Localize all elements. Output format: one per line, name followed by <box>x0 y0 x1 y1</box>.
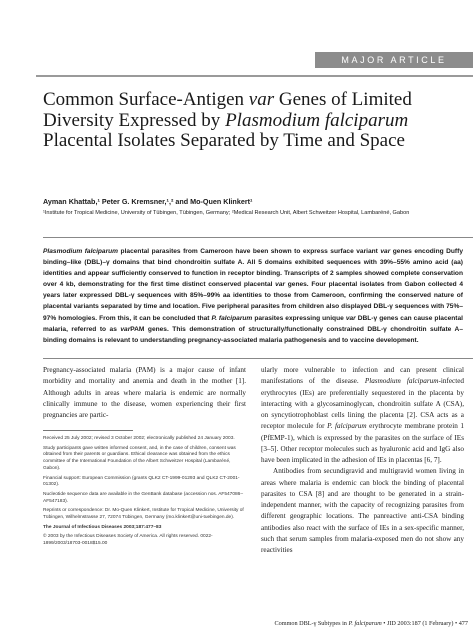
abstract-top-rule <box>43 237 473 238</box>
article-title: Common Surface-Antigen var Genes of Limited Diversity Expressed by Plasmodium falciparum Placental Isolates Separated by Time and Space <box>43 89 412 151</box>
footnote-rule <box>43 430 133 431</box>
author-affiliations: ¹Institute for Tropical Medicine, University of Tübingen, Tübingen, Germany; ²Medical Research Unit, Albert Schweitzer Hospital, Lambaréné, Gabon <box>43 210 410 216</box>
footnote-correspondence: Reprints or correspondence: Dr. Mo-Quen Klinkert, Institute for Tropical Medicine, University of Tübingen, Wilhelmstrasse 27, 72074 Tübingen, Germany (mo.klinkert@uni-tuebingen.de). <box>43 508 244 521</box>
article-type-badge: MAJOR ARTICLE <box>315 52 473 68</box>
abstract-bottom-rule <box>43 358 473 359</box>
copyright-notice: © 2003 by the Infectious Diseases Society of America. All rights reserved. 0022-1899/2003/18703-0018$15.00 <box>43 534 213 547</box>
body-paragraph: Pregnancy-associated malaria (PAM) is a major cause of infant morbidity and mortality and anemia and death in the mother [1]. Although adults in areas where malaria is endemic are normally clinically immune to the disease, women experiencing their first pregnancies are partic- <box>43 366 246 419</box>
header-rule <box>36 75 473 77</box>
page-footer: Common DBL-γ Subtypes in P. falciparum • JID 2003:187 (1 February) • 477 <box>274 620 468 627</box>
body-paragraph: ularly more vulnerable to infection and can present clinical manifestations of the disease. Plasmodium falciparum-infected erythrocytes (IEs) are preferentially sequestered in the placenta by interacting with a glycosaminoglycan, chondroitin sulfate A (CSA), on syncytiotrophoblast cells lining the placenta [2]. CSA acts as a receptor molecule for P. falciparum erythrocyte membrane protein 1 (PfEMP-1), which is expressed by the parasites on the surface of IEs [3–5]. Other receptor molecules such as hyaluronic acid and IgG also have been implicated in the adhesion of IEs in placentas [6, 7]. <box>261 366 464 464</box>
body-column-left <box>43 365 246 421</box>
footnote-received: Received 25 July 2002; revised 3 October 2002; electronically published 24 January 2003. <box>43 436 235 441</box>
footnote-funding: Financial support: European Commission (grants QLK2 CT-1999-01293 and QLK2 CT-2001-01302). <box>43 475 240 488</box>
journal-citation: The Journal of Infectious Diseases 2003;187:477–83 <box>43 524 162 530</box>
footnote-genbank: Nucleotide sequence data are available in the GenBank database (accession nos. AF547086–AF547183). <box>43 491 244 504</box>
footnote-consent: Study participants gave written informed consent, and, in the case of children, consent was obtained from their parents or guardians. Ethical clearance was obtained from the ethics committee of the International Foundation of the Albert Schweitzer Hospital (Lambaréné, Gabon). <box>43 445 236 471</box>
abstract: Plasmodium falciparum placental parasites from Cameroon have been shown to express surface variant var genes encoding Duffy binding–like (DBL)–γ domains that bind chondroitin sulfate A. All 5 domains exhibited sequences with 39%–55% amino acid (aa) identities and appear sufficiently conserved to function in receptor binding. Transcripts of 2 samples showed complete conservation over 4 kb, demonstrating for the first time distinct conserved placental var genes. Four placental isolates from Gabon collected 4 years later expressed DBL-γ sequences with 85%–99% aa identities to those from Cameroon, confirming the conserved nature of placental variants separated by time and location. Five peripheral parasites from children also displayed DBL-γ sequences with 75%–97% homologies. From this, it can be concluded that P. falciparum parasites expressing unique var DBL-γ genes can cause placental malaria, referred to as varPAM genes. This demonstration of structurally/functionally constrained DBL-γ chondroitin sulfate A–binding domains is relevant to understanding pregnancy-associated malaria pathogenesis and to vaccine development. <box>43 248 463 344</box>
footnotes <box>43 436 246 551</box>
body-column-right <box>261 365 464 556</box>
author-list: Ayman Khattab,¹ Peter G. Kremsner,¹,² and Mo-Quen Klinkert¹ <box>43 197 253 206</box>
body-paragraph: Antibodies from secundigravid and multigravid women living in areas where malaria is endemic can block the binding of placental parasites to CSA [8] and are thought to be generated in a strain-independent manner, with the capacity of recognizing parasites from different geographic locations. The panreactive anti-CSA binding antibodies also react with the surface of IEs in a sex-specific manner, such that serum samples from malaria-exposed men do not show any reactivities <box>261 467 464 554</box>
